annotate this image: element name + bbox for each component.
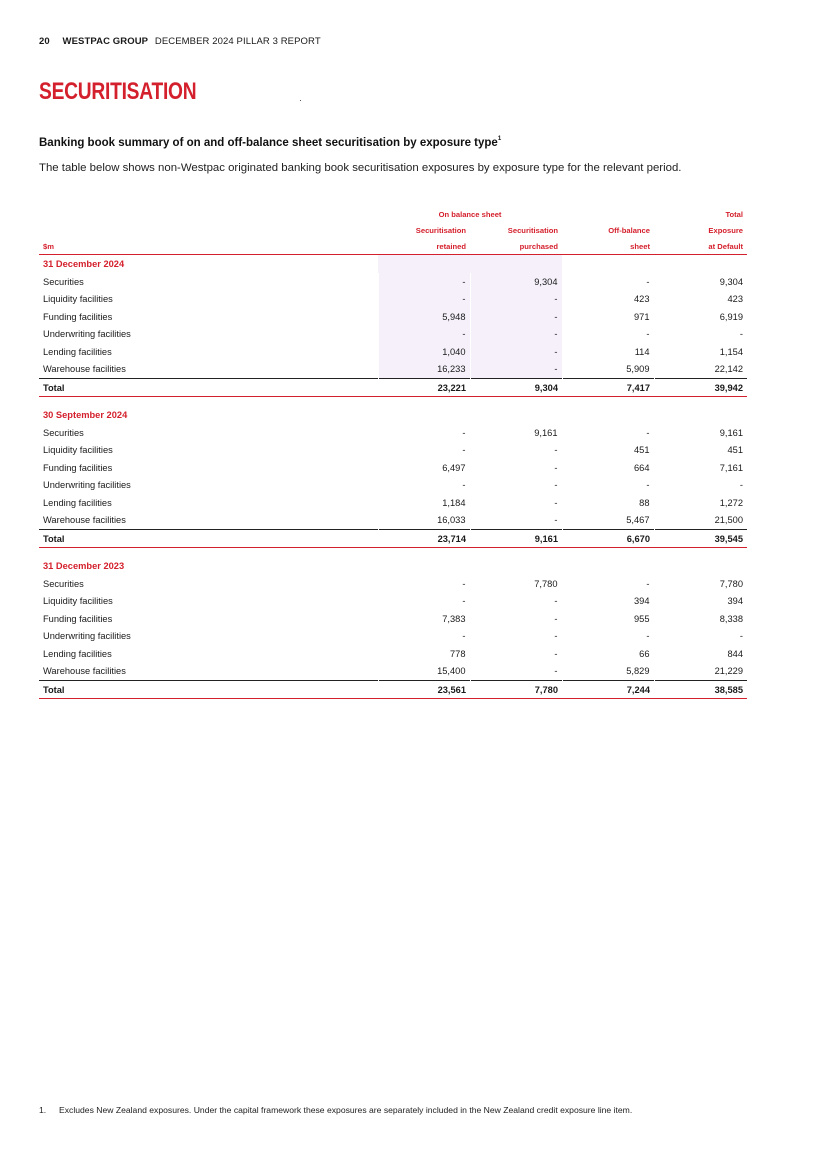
total-header-line3: at Default [654,238,747,255]
total-row [39,681,747,699]
total-row-label: Total [39,379,378,397]
section-header-row [39,255,747,274]
total-purchased-value: 9,304 [470,379,562,397]
purchased-value: - [470,477,562,495]
retained-value: - [378,326,470,344]
total-value: 7,161 [654,459,747,477]
intro-paragraph: The table below shows non-Westpac originated banking book securitisation exposures by exposure type for the relevant period. [39,162,682,174]
retained-value: - [378,477,470,495]
row-label: Underwriting facilities [43,329,131,340]
purchased-value: - [470,610,562,628]
table-row [39,628,747,646]
retained-value: 5,948 [378,308,470,326]
purchased-value: 9,161 [470,424,562,442]
total-off-balance-value: 6,670 [562,530,654,548]
retained-value: - [378,593,470,611]
table-title-text: Banking book summary of on and off-balance sheet securitisation by exposure type [39,137,498,149]
row-label: Liquidity facilities [43,294,113,305]
total-value: 22,142 [654,361,747,379]
purchased-value: 9,304 [470,273,562,291]
footnote-text: Excludes New Zealand exposures. Under the capital framework these exposures are separately included in the New Zealand credit exposure line item. [59,1105,633,1115]
total-value: 1,154 [654,343,747,361]
table-row [39,424,747,442]
table-title [39,137,501,149]
table-row [39,512,747,530]
total-purchased-value: 7,780 [470,681,562,699]
total-row [39,379,747,397]
total-total-value: 39,942 [654,379,747,397]
purchased-value: - [470,308,562,326]
table-row [39,477,747,495]
purchased-value: - [470,663,562,681]
off-balance-value: 5,829 [562,663,654,681]
stray-dot [300,100,301,101]
total-value: 451 [654,442,747,460]
table-row [39,326,747,344]
purchased-value: 7,780 [470,575,562,593]
row-label: Securities [43,578,84,589]
off-balance-value: 5,909 [562,361,654,379]
table-row [39,291,747,309]
retained-header-line1: Securitisation [415,225,466,235]
table-header [39,206,747,255]
brand-name: WESTPAC GROUP [62,36,149,47]
retained-value: 16,233 [378,361,470,379]
off-balance-value: - [562,424,654,442]
row-label: Liquidity facilities [43,445,113,456]
retained-value: 1,040 [378,343,470,361]
table-row [39,593,747,611]
off-balance-value: 664 [562,459,654,477]
row-label: Underwriting facilities [43,631,131,642]
on-balance-group-header: On balance sheet [438,209,502,219]
section-period: 31 December 2023 [43,561,125,571]
total-value: 7,780 [654,575,747,593]
total-value: 8,338 [654,610,747,628]
purchased-value: - [470,628,562,646]
row-label: Warehouse facilities [43,364,126,375]
total-value: 423 [654,291,747,309]
table-row [39,308,747,326]
footnote [39,1105,739,1116]
retained-header-line2: retained [378,238,470,255]
off-balance-header-line1: Off-balance [608,225,651,235]
total-row-label: Total [39,530,378,548]
retained-value: - [378,424,470,442]
table-row [39,610,747,628]
purchased-value: - [470,361,562,379]
total-value: 6,919 [654,308,747,326]
section-header-row [39,406,747,424]
purchased-header-line1: Securitisation [507,225,559,235]
section-header-row [39,557,747,575]
total-value: 1,272 [654,494,747,512]
row-label: Warehouse facilities [43,515,126,526]
table-row [39,663,747,681]
unit-header: $m [39,238,378,255]
retained-value: 7,383 [378,610,470,628]
purchased-value: - [470,593,562,611]
page-number: 20 [39,36,50,47]
row-label: Funding facilities [43,613,113,624]
row-label: Funding facilities [43,462,113,473]
table-row [39,575,747,593]
off-balance-value: 5,467 [562,512,654,530]
section-period: 30 September 2024 [43,410,128,420]
total-total-value: 38,585 [654,681,747,699]
off-balance-value: - [562,628,654,646]
off-balance-value: 955 [562,610,654,628]
retained-value: - [378,291,470,309]
total-value: 394 [654,593,747,611]
purchased-value: - [470,459,562,477]
purchased-value: - [470,326,562,344]
purchased-value: - [470,291,562,309]
total-value: 9,304 [654,273,747,291]
purchased-value: - [470,343,562,361]
footnote-number: 1. [39,1105,47,1115]
off-balance-header-line2: sheet [562,238,654,255]
off-balance-value: - [562,326,654,344]
retained-value: 6,497 [378,459,470,477]
retained-value: - [378,442,470,460]
total-purchased-value: 9,161 [470,530,562,548]
total-header-line2: Exposure [708,225,744,235]
total-value: - [654,477,747,495]
purchased-value: - [470,442,562,460]
total-value: 21,229 [654,663,747,681]
table-row [39,645,747,663]
row-label: Lending facilities [43,346,112,357]
retained-value: 16,033 [378,512,470,530]
off-balance-value: 88 [562,494,654,512]
total-value: 21,500 [654,512,747,530]
table-row [39,459,747,477]
page-title: SECURITISATION [39,78,197,105]
table-row [39,361,747,379]
off-balance-value: 114 [562,343,654,361]
purchased-value: - [470,512,562,530]
retained-value: - [378,273,470,291]
retained-value: 1,184 [378,494,470,512]
row-label: Lending facilities [43,497,112,508]
section-spacer [39,548,747,558]
total-retained-value: 23,561 [378,681,470,699]
purchased-header-line2: purchased [470,238,562,255]
row-label: Securities [43,427,84,438]
retained-value: - [378,575,470,593]
total-value: 844 [654,645,747,663]
off-balance-value: 451 [562,442,654,460]
total-off-balance-value: 7,244 [562,681,654,699]
total-retained-value: 23,221 [378,379,470,397]
retained-value: 778 [378,645,470,663]
off-balance-value: - [562,477,654,495]
report-name: DECEMBER 2024 PILLAR 3 REPORT [154,36,321,47]
total-off-balance-value: 7,417 [562,379,654,397]
total-total-value: 39,545 [654,530,747,548]
total-header-line1: Total [725,209,744,219]
total-value: 9,161 [654,424,747,442]
page-header [39,36,321,47]
total-row-label: Total [39,681,378,699]
total-row [39,530,747,548]
row-label: Securities [43,276,84,287]
off-balance-value: 971 [562,308,654,326]
row-label: Liquidity facilities [43,596,113,607]
row-label: Warehouse facilities [43,666,126,677]
row-label: Underwriting facilities [43,480,131,491]
retained-value: - [378,628,470,646]
total-retained-value: 23,714 [378,530,470,548]
section-period: 31 December 2024 [43,259,125,269]
table-row [39,273,747,291]
off-balance-value: 66 [562,645,654,663]
off-balance-value: 394 [562,593,654,611]
off-balance-value: 423 [562,291,654,309]
retained-value: 15,400 [378,663,470,681]
purchased-value: - [470,494,562,512]
table-row [39,442,747,460]
off-balance-value: - [562,273,654,291]
total-value: - [654,326,747,344]
table-body [39,255,747,699]
table-row [39,343,747,361]
row-label: Funding facilities [43,311,113,322]
off-balance-value: - [562,575,654,593]
table-row [39,494,747,512]
section-spacer [39,397,747,407]
securitisation-table [39,206,747,699]
total-value: - [654,628,747,646]
purchased-value: - [470,645,562,663]
row-label: Lending facilities [43,648,112,659]
footnote-reference[interactable]: 1 [497,136,502,142]
